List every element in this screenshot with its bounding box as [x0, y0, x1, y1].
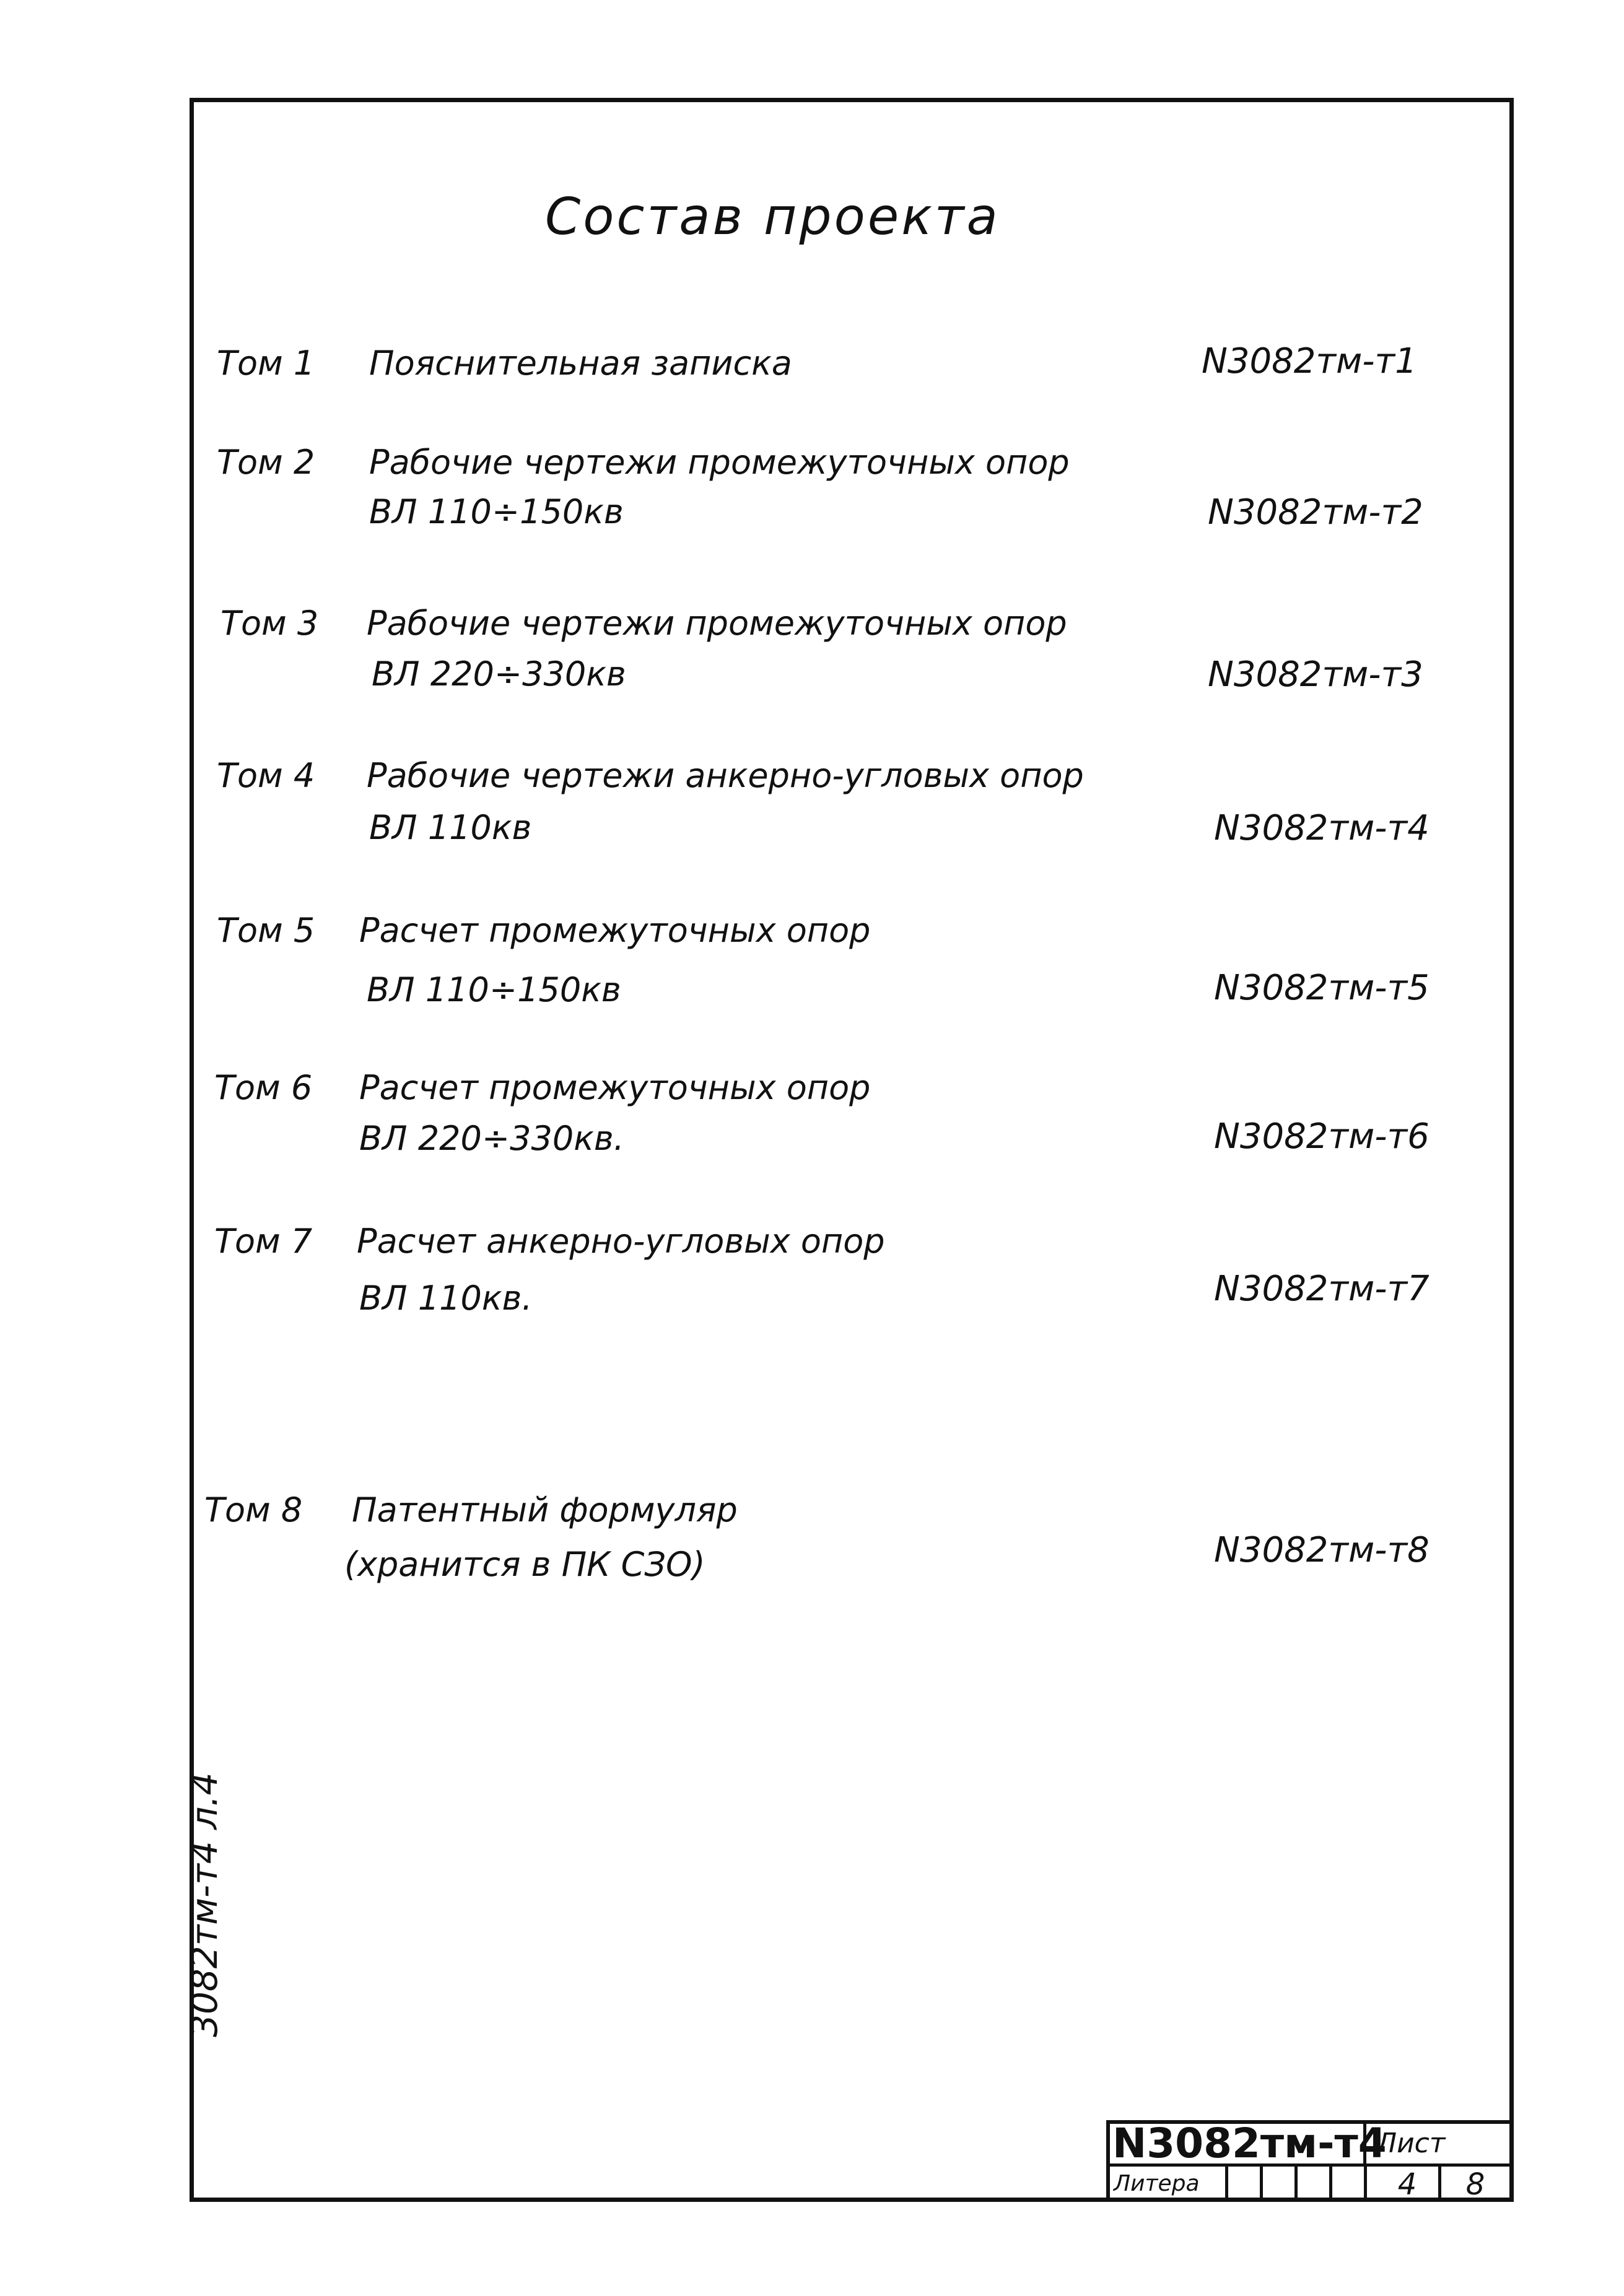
page-title: Состав проекта — [545, 188, 1000, 246]
title-block-stamp — [1106, 2120, 1514, 2202]
stamp-sheets-cell — [1438, 2163, 1441, 2202]
volume-2-code: N3082тм-т2 — [1208, 492, 1423, 533]
volume-2-label: Том 2 — [217, 443, 315, 482]
volume-8-label: Том 8 — [204, 1490, 303, 1529]
side-note: 3082тм-т4 л.4 — [183, 1772, 225, 2037]
stamp-litera-label: Литера — [1114, 2171, 1200, 2196]
volume-5-line-1: Расчет промежуточных опор — [359, 911, 871, 950]
volume-2-line-1: Рабочие чертежи промежуточных опор — [369, 443, 1070, 482]
volume-7-label: Том 7 — [214, 1222, 313, 1261]
volume-1-code: N3082тм-т1 — [1202, 341, 1417, 381]
stamp-sheet-number: 4 — [1397, 2167, 1417, 2202]
volume-1-label: Том 1 — [217, 344, 315, 383]
volume-5-code: N3082тм-т5 — [1214, 968, 1430, 1008]
volume-2-line-2: ВЛ 110÷150кв — [369, 492, 624, 531]
volume-3-code: N3082тм-т3 — [1208, 654, 1423, 695]
volume-5-line-2: ВЛ 110÷150кв — [367, 970, 621, 1009]
volume-3-line-1: Рабочие чертежи промежуточных опор — [367, 604, 1067, 643]
stamp-litera-cell — [1329, 2163, 1332, 2202]
volume-3-label: Том 3 — [220, 604, 319, 643]
volume-4-line-2: ВЛ 110кв — [369, 808, 532, 847]
volume-4-code: N3082тм-т4 — [1214, 808, 1430, 848]
volume-4-label: Том 4 — [217, 756, 315, 795]
stamp-sheet-cell — [1364, 2163, 1367, 2202]
volume-6-code: N3082тм-т6 — [1214, 1116, 1430, 1157]
volume-6-line-1: Расчет промежуточных опор — [359, 1068, 871, 1107]
stamp-litera-cell — [1294, 2163, 1298, 2202]
volume-6-line-2: ВЛ 220÷330кв. — [359, 1119, 624, 1158]
volume-8-line-2: (хранится в ПК СЗО) — [344, 1545, 705, 1584]
stamp-litera-cell — [1260, 2163, 1263, 2202]
stamp-row-divider — [1110, 2163, 1514, 2167]
stamp-litera-cell — [1225, 2163, 1228, 2202]
stamp-document-code: N3082тм-т4 — [1112, 2120, 1387, 2167]
stamp-sheets-total: 8 — [1465, 2167, 1485, 2202]
volume-7-code: N3082тм-т7 — [1214, 1269, 1430, 1309]
volume-7-line-1: Расчет анкерно-угловых опор — [357, 1222, 885, 1261]
volume-5-label: Том 5 — [217, 911, 315, 950]
volume-6-label: Том 6 — [214, 1068, 313, 1107]
volume-8-line-1: Патентный формуляр — [352, 1490, 738, 1529]
stamp-sheet-label: Лист — [1376, 2128, 1446, 2159]
volume-3-line-2: ВЛ 220÷330кв — [372, 654, 626, 694]
volume-1-line-1: Пояснительная записка — [369, 344, 792, 383]
volume-4-line-1: Рабочие чертежи анкерно-угловых опор — [367, 756, 1084, 795]
volume-8-code: N3082тм-т8 — [1214, 1530, 1430, 1570]
volume-7-line-2: ВЛ 110кв. — [359, 1279, 533, 1318]
